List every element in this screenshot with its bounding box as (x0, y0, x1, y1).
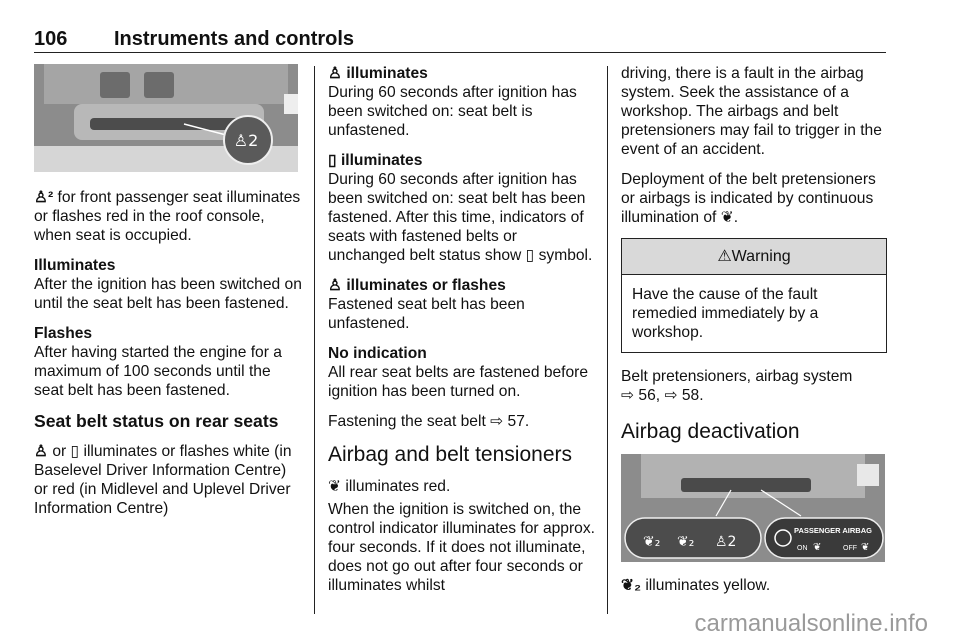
b-body-end: symbol. (538, 247, 593, 264)
airbag-off-icon: ❦₂ (621, 577, 641, 594)
seatbelt-icon: ♙ (328, 65, 342, 82)
page-header (34, 26, 886, 53)
illuminates-heading: Illuminates (34, 257, 116, 274)
fault-continuation: driving, there is a fault in the airbag system. Seek the assistance of a workshop. The airbags and belt pretensioners may fail to trigger in the event of an accident. (621, 65, 882, 158)
airbag-deactivation-photo (621, 454, 885, 562)
airbag-icon: ❦ (328, 478, 342, 495)
illuminates-body: After the ignition has been switched on until the seat belt has been fastened. (34, 276, 302, 312)
column-middle (328, 64, 596, 606)
svg-text:❦₂: ❦₂ (677, 534, 695, 550)
airbag-body: When the ignition is switched on, the control indicator illuminates for approx. four seconds. If it does not illuminate, does not go out after four seconds or illuminates whilst (328, 501, 595, 594)
seatbelt-icon: ♙ (328, 277, 342, 294)
box-icon: ▯ (525, 247, 535, 264)
fasten-text: Fastening the seat belt (328, 413, 486, 430)
svg-text:❦: ❦ (813, 542, 822, 553)
ref-link-56[interactable]: 56, (638, 387, 661, 404)
box-icon: ▯ (328, 152, 337, 169)
column-left (34, 64, 302, 529)
photo-off: OFF (843, 545, 857, 552)
a-heading: illuminates (346, 65, 428, 82)
column-divider (607, 66, 608, 614)
ref-text: Belt pretensioners, airbag system (621, 368, 853, 385)
fasten-ref[interactable]: 57. (507, 413, 530, 430)
svg-text:♙2: ♙2 (715, 534, 737, 550)
warning-body: Have the cause of the fault remedied immediately by a workshop. (632, 286, 819, 341)
c-heading: illuminates or flashes (346, 277, 506, 294)
page-title: Instruments and controls (114, 28, 355, 50)
passenger-seatbelt-icon: ♙² (34, 189, 54, 206)
yellow-text: illuminates yellow. (645, 577, 771, 594)
warning-icon: ⚠ (717, 248, 732, 265)
page-number: 106 (34, 28, 68, 50)
rear-seatbelt-icon: ♙ (34, 443, 48, 460)
ref-link-58[interactable]: 58. (681, 387, 704, 404)
b-body: During 60 seconds after ignition has been switched on: seat belt has been fastened. After this time, indicators of seats with fastened belts or unchanged belt status show (328, 171, 586, 264)
photo-label: PASSENGER AIRBAG (794, 526, 872, 535)
column-divider (314, 66, 315, 614)
ref-arrow-icon: ⇨ (621, 387, 635, 404)
rear-body: illuminates or flashes white (in Baselevel Driver Information Centre) or red (in Midlevel and Uplevel Driver Information Centre) (34, 443, 292, 517)
d-body: All rear seat belts are fastened before ignition has been turned on. (328, 364, 589, 400)
warning-header (622, 239, 886, 275)
airbag-section-heading: Airbag and belt tensioners (328, 443, 572, 466)
rear-or-text: or (52, 443, 67, 460)
svg-text:❦: ❦ (861, 542, 870, 553)
airbag-illum: illuminates red. (345, 478, 451, 495)
warning-box (621, 238, 887, 353)
airbag-icon: ❦ (720, 209, 734, 226)
a-body: During 60 seconds after ignition has been switched on: seat belt is unfastened. (328, 84, 577, 139)
watermark: carmanualsonline.info (694, 610, 928, 637)
svg-text:♙2: ♙2 (233, 131, 259, 150)
ref-arrow-icon: ⇨ (490, 413, 504, 430)
airbag-deactivation-heading: Airbag deactivation (621, 420, 800, 443)
svg-text:❦₂: ❦₂ (643, 534, 661, 550)
intro-text: for front passenger seat illuminates or flashes red in the roof console, when seat is occupied. (34, 189, 301, 244)
ref-arrow-icon: ⇨ (664, 387, 678, 404)
rear-seats-heading: Seat belt status on rear seats (34, 411, 279, 431)
d-heading: No indication (328, 345, 427, 362)
warning-title: Warning (731, 248, 791, 265)
photo-on: ON (797, 545, 808, 552)
flashes-heading: Flashes (34, 325, 93, 342)
roof-console-photo (34, 64, 298, 172)
b-heading: illuminates (340, 152, 423, 169)
c-body: Fastened seat belt has been unfastened. (328, 296, 525, 332)
column-right: driving, there is a fault in the airbag system. Seek the assistance of a workshop. The airbags and belt pretensioners may fail to trigger in the event of an accident. Deployment of the belt pretensioners or airbags is indicated by continuous illumination of ❦. ⚠Warning Have the cause of the fault remedied immediately by a workshop. Belt pretensioners, airbag system ⇨ 56, ⇨ 58. Airbag deactivation ❦₂ ❦₂ ♙2 PASSENGER AIRBAG ON ❦ OFF ❦ ❦₂ illuminates yellow. (621, 64, 887, 606)
flashes-body: After having started the engine for a maximum of 100 seconds until the seat belt has been fastened. (34, 344, 282, 399)
box-icon: ▯ (70, 443, 80, 460)
deploy-text: Deployment of the belt pretensioners or airbags is indicated by continuous illumination of (621, 171, 876, 226)
